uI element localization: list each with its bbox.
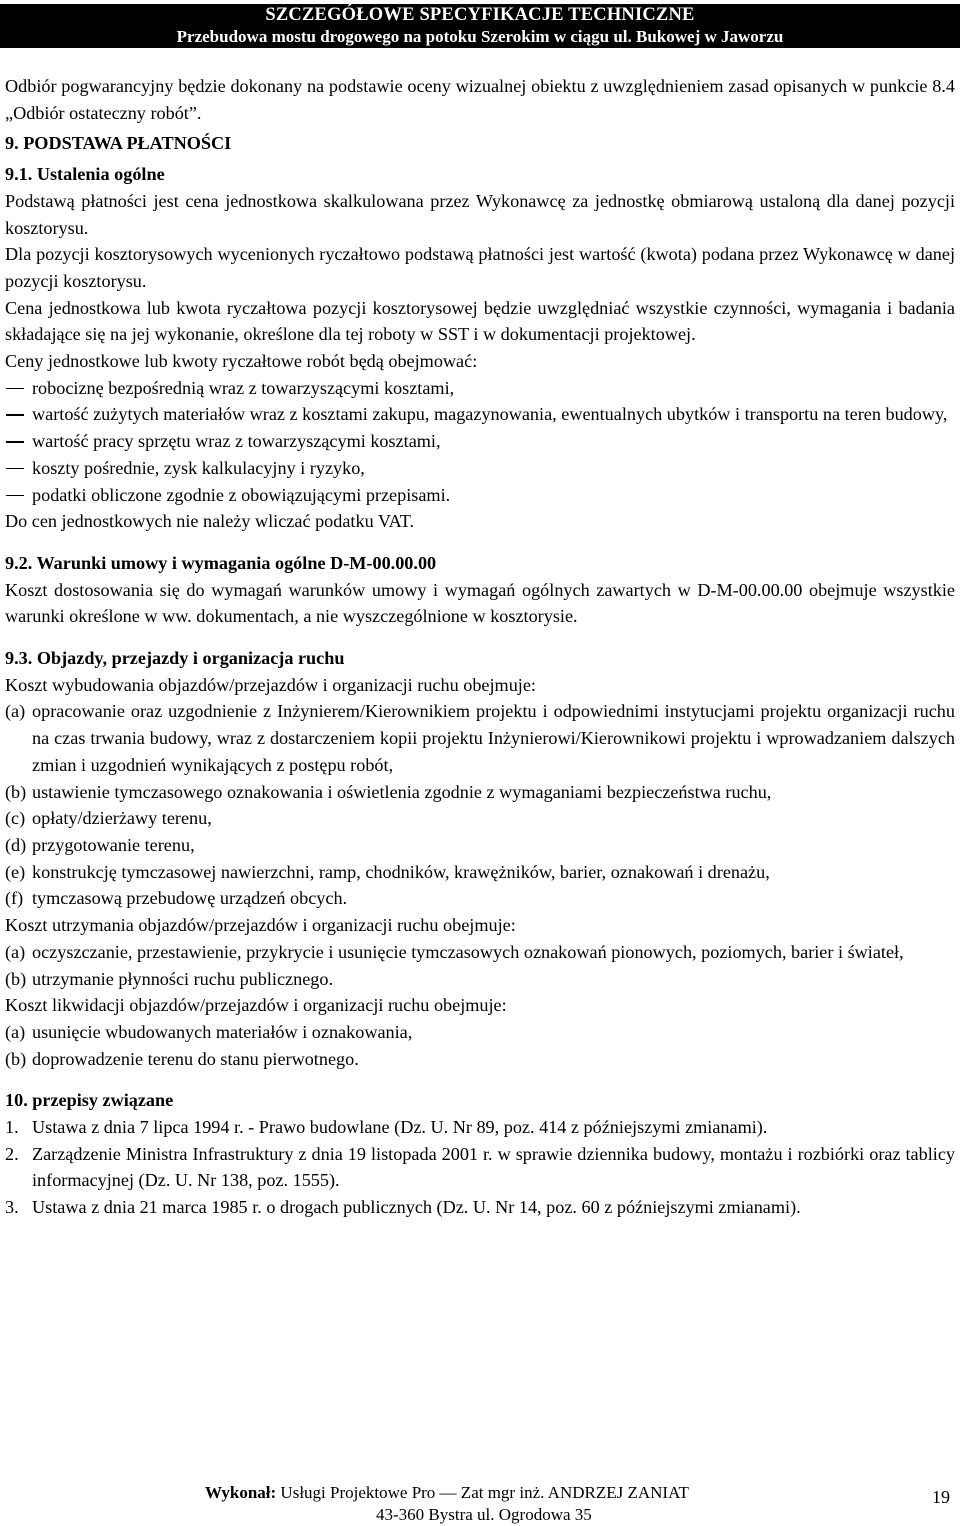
list-item: wartość pracy sprzętu wraz z towarzyszącymi kosztami,: [5, 428, 955, 455]
paragraph: Cena jednostkowa lub kwota ryczałtowa pozycji kosztorysowej będzie uwzględniać wszystkie czynności, wymagania i badania składające się na jej wykonanie, określone dla tej roboty w SST i w dokumentacji projektowej.: [5, 297, 955, 345]
section-9-heading: 9. PODSTAWA PŁATNOŚCI: [5, 133, 232, 154]
intro-paragraph: Odbiór pogwarancyjny będzie dokonany na podstawie oceny wizualnej obiektu z uwzględnieniem zasad opisanych w punkcie 8.4 „Odbiór ostateczny robót”.: [5, 76, 955, 123]
section-9-1-heading: 9.1. Ustalenia ogólne: [5, 164, 165, 185]
list-item: (b) utrzymanie płynności ruchu publicznego.: [5, 968, 334, 989]
header-title: SZCZEGÓŁOWE SPECYFIKACJE TECHNICZNE: [265, 5, 695, 25]
list-item: (b) ustawienie tymczasowego oznakowania i oświetlenia zgodnie z wymaganiami bezpieczeństwa ruchu,: [5, 781, 772, 802]
paragraph: Koszt likwidacji objazdów/przejazdów i organizacji ruchu obejmuje:: [5, 995, 507, 1016]
list-item: (a) opracowanie oraz uzgodnienie z Inżynierem/Kierownikiem projektu i odpowiednimi instytucjami projektu organizacji ruchu na czas trwania budowy, wraz z dostarczeniem kopii projektu Inżynierowi/Kierownikowi projektu i wprowadzaniem dalszych zmian i uzgodnień wynikających z postępu robót,: [5, 701, 955, 775]
paragraph: Podstawą płatności jest cena jednostkowa skalkulowana przez Wykonawcę za jednostkę obmiarową ustaloną dla danej pozycji kosztorysu.: [5, 190, 955, 238]
list-item: (a) usunięcie wbudowanych materiałów i oznakowania,: [5, 1021, 413, 1042]
footer-label: Wykonał:: [205, 1483, 277, 1502]
paragraph: Koszt wybudowania objazdów/przejazdów i organizacji ruchu obejmuje:: [5, 674, 536, 695]
document-header: [0, 4, 960, 48]
list-item: 1. Ustawa z dnia 7 lipca 1994 r. - Prawo budowlane (Dz. U. Nr 89, poz. 414 z późniejszymi zmianami).: [5, 1117, 768, 1138]
list-item: (f) tymczasową przebudowę urządzeń obcych.: [5, 888, 348, 909]
paragraph: Koszt dostosowania się do wymagań warunków umowy i wymagań ogólnych zawartych w D-M-00.00.00 obejmuje wszystkie warunki określone w ww. dokumentach, a nie wyszczególnione w kosztorysie.: [5, 579, 955, 627]
paragraph: Do cen jednostkowych nie należy wliczać podatku VAT.: [5, 511, 415, 532]
dash-bullet: [5, 428, 32, 455]
paragraph: Koszt utrzymania objazdów/przejazdów i organizacji ruchu obejmuje:: [5, 915, 516, 936]
footer-address: 43-360 Bystra ul. Ogrodowa 35: [376, 1505, 592, 1524]
list-item: 3. Ustawa z dnia 21 marca 1985 r. o drogach publicznych (Dz. U. Nr 14, poz. 60 z późniejszymi zmianami).: [5, 1197, 801, 1218]
document-body: [5, 73, 955, 1221]
list-item: (c) opłaty/dzierżawy terenu,: [5, 808, 212, 829]
list-item: robociznę bezpośrednią wraz z towarzyszącymi kosztami,: [5, 375, 955, 402]
list-item: (b) doprowadzenie terenu do stanu pierwotnego.: [5, 1048, 359, 1069]
footer-author: Usługi Projektowe Pro — Zat mgr inż. ANDRZEJ ZANIAT: [280, 1483, 689, 1502]
dash-bullet: [5, 482, 32, 509]
list-item: (d) przygotowanie terenu,: [5, 834, 195, 855]
page-number: 19: [932, 1487, 950, 1507]
list-item: (e) konstrukcję tymczasowej nawierzchni, ramp, chodników, krawężników, barier, oznakowań i drenażu,: [5, 861, 770, 882]
dash-bullet: [5, 455, 32, 482]
section-10-heading: 10. przepisy związane: [5, 1090, 174, 1111]
section-9-2-heading: 9.2. Warunki umowy i wymagania ogólne D-M-00.00.00: [5, 552, 437, 573]
list-item: (a) oczyszczanie, przestawienie, przykrycie i usunięcie tymczasowych oznakowań pionowych, poziomych, barier i świateł,: [5, 941, 904, 962]
dash-bullet: [5, 401, 32, 428]
list-item: 2. Zarządzenie Ministra Infrastruktury z dnia 19 listopada 2001 r. w sprawie dziennika budowy, montażu i rozbiórki oraz tablicy informacyjnej (Dz. U. Nr 138, poz. 1555).: [5, 1143, 955, 1191]
list-item: koszty pośrednie, zysk kalkulacyjny i ryzyko,: [5, 455, 955, 482]
paragraph: Dla pozycji kosztorysowych wycenionych ryczałtowo podstawą płatności jest wartość (kwota) podana przez Wykonawcę w danej pozycji kosztorysu.: [5, 244, 955, 291]
list-item: wartość zużytych materiałów wraz z kosztami zakupu, magazynowania, ewentualnych ubytków i transportu na teren budowy,: [5, 401, 955, 428]
section-9-3-heading: 9.3. Objazdy, przejazdy i organizacja ruchu: [5, 648, 345, 669]
paragraph: Ceny jednostkowe lub kwoty ryczałtowe robót będą obejmować:: [5, 351, 478, 372]
header-subtitle: Przebudowa mostu drogowego na potoku Szerokim w ciągu ul. Bukowej w Jaworzu: [176, 27, 784, 46]
list-item: podatki obliczone zgodnie z obowiązującymi przepisami.: [5, 482, 955, 509]
dash-bullet: [5, 375, 32, 402]
